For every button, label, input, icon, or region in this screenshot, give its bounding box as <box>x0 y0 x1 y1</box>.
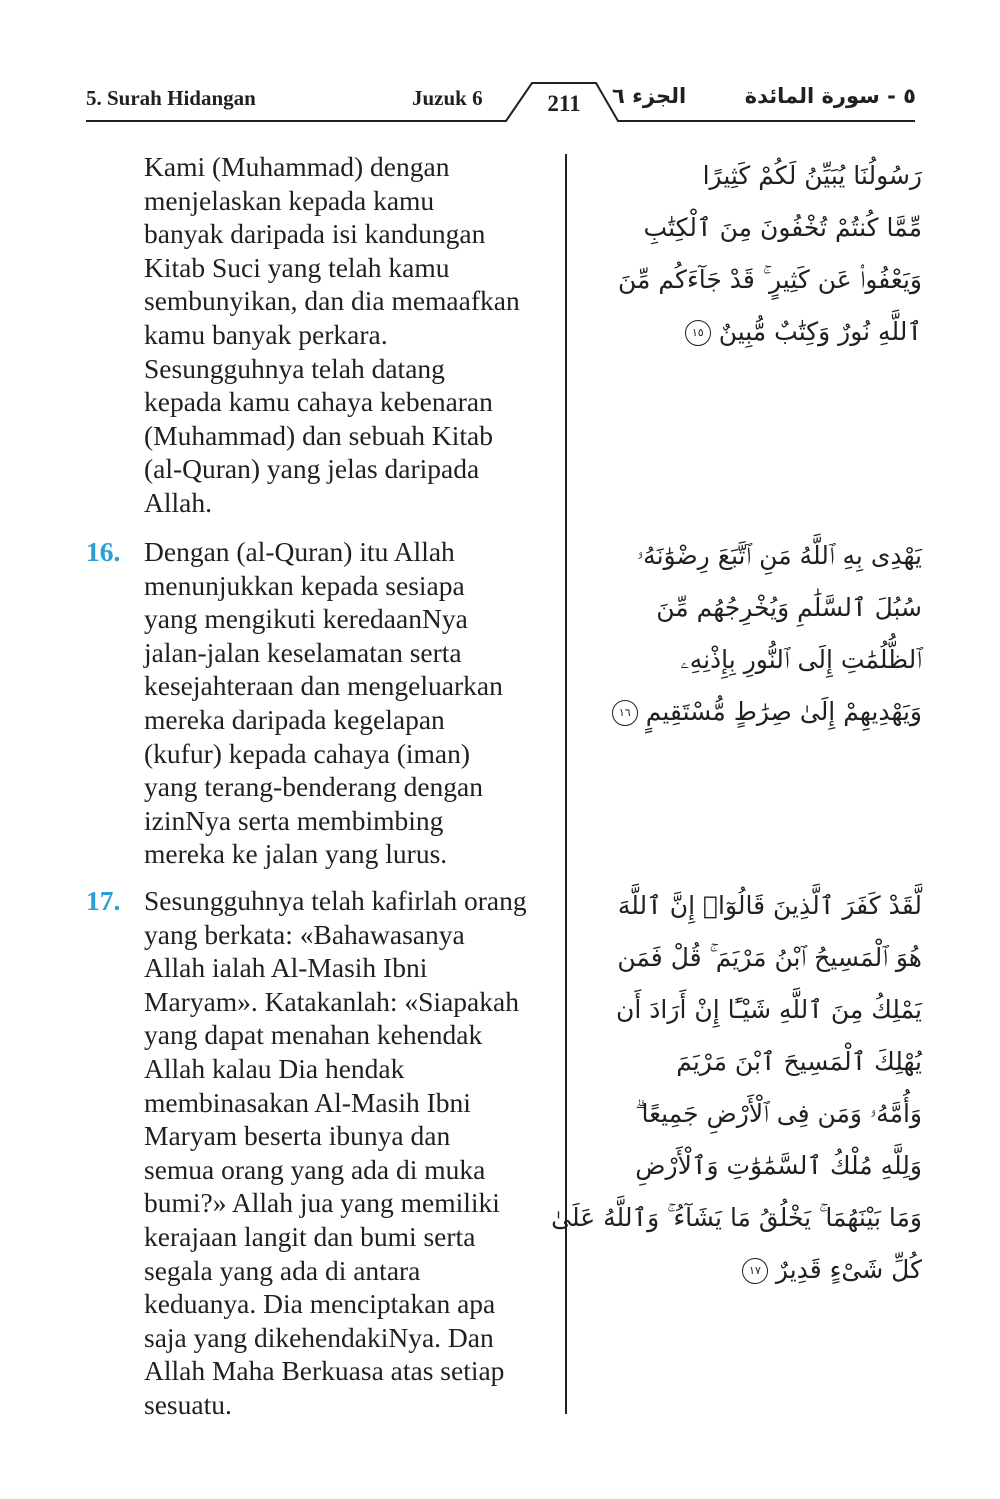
translation-line: Allah. <box>144 486 212 518</box>
page-number: 211 <box>547 91 581 116</box>
translation-line: sembunyikan, dan dia memaafkan <box>144 285 520 317</box>
arabic-line <box>582 582 922 634</box>
translation-line: Sesungguhnya telah datang <box>144 352 445 384</box>
translation-line: kepada kamu cahaya kebenaran <box>144 386 493 418</box>
translation-line: jalan-jalan keselamatan serta <box>144 636 462 668</box>
translation-line: Allah ialah Al-Masih Ibni <box>144 952 428 984</box>
arabic-line <box>551 1192 922 1244</box>
arabic-line <box>582 634 922 686</box>
verse-number: 17. <box>86 885 121 916</box>
translation-line: menjelaskan kepada kamu <box>144 184 435 216</box>
arabic-verse-16 <box>582 530 922 738</box>
arabic-line <box>582 932 922 984</box>
arabic-text <box>582 530 922 738</box>
translation-line: sesuatu. <box>144 1388 232 1420</box>
translation-line: saja yang dikehendakiNya. Dan <box>144 1321 494 1353</box>
juz-label: Juzuk 6 <box>412 86 483 110</box>
translation-line: segala yang ada di antara <box>144 1254 421 1286</box>
arabic-line-text: وَيَهْدِيهِمْ إِلَىٰ صِرَٰطٍ مُّسْتَقِيمٍ <box>645 697 922 726</box>
arabic-line-text: يَمْلِكُ مِنَ ٱللَّهِ شَيْـًٔا إِنْ أَرَادَ أَن <box>616 995 922 1024</box>
arabic-line <box>582 150 922 202</box>
arabic-line-text: وَلِلَّهِ مُلْكُ ٱلسَّمَٰوَٰتِ وَٱلْأَرْضِ <box>635 1151 922 1180</box>
translation-line: yang mengikuti keredaanNya <box>144 603 468 635</box>
translation-verse-16 <box>86 535 561 871</box>
translation-line: menunjukkan kepada sesiapa <box>144 569 465 601</box>
translation-line: bumi?» Allah jua yang memiliki <box>144 1187 500 1219</box>
arabic-line-text: يَهْدِى بِهِ ٱللَّهُ مَنِ ٱتَّبَعَ رِضْوَٰنَهُۥ <box>636 541 922 570</box>
arabic-line-text: مِّمَّا كُنتُمْ تُخْفُونَ مِنَ ٱلْكِتَٰبِ <box>643 213 922 242</box>
ayah-end-marker: ١٧ <box>742 1258 768 1284</box>
translation-line: izinNya serta membimbing <box>144 804 444 836</box>
translation-line: Kami (Muhammad) dengan <box>144 151 450 182</box>
arabic-line-text: ٱللَّهِ نُورٌ وَكِتَٰبٌ مُّبِينٌ <box>718 317 922 346</box>
translation-line: kamu banyak perkara. <box>144 318 388 350</box>
translation-line: semua orang yang ada di muka <box>144 1153 486 1185</box>
arabic-line <box>582 880 922 932</box>
translation-text <box>144 150 561 520</box>
arabic-text <box>551 880 922 1296</box>
translation-line: yang terang-benderang dengan <box>144 771 484 803</box>
arabic-line-text: كُلِّ شَىْءٍ قَدِيرٌ <box>775 1255 922 1284</box>
arabic-verse-17 <box>551 880 922 1296</box>
translation-line: keduanya. Dia menciptakan apa <box>144 1288 496 1320</box>
header-rule <box>0 0 1000 140</box>
arabic-line-text: ٱلظُّلُمَٰتِ إِلَى ٱلنُّورِ بِإِذْنِهِۦ <box>680 645 922 674</box>
arabic-line-text: رَسُولُنَا يُبَيِّنُ لَكُمْ كَثِيرًا <box>702 161 922 190</box>
translation-line: kesejahteraan dan mengeluarkan <box>144 670 503 702</box>
translation-line: Sesungguhnya telah kafirlah orang <box>144 885 527 916</box>
arabic-line <box>582 1140 922 1192</box>
translation-line: Allah kalau Dia hendak <box>144 1052 405 1084</box>
translation-line: mereka ke jalan yang lurus. <box>144 838 448 870</box>
arabic-line <box>582 984 922 1036</box>
translation-line: yang berkata: «Bahawasanya <box>144 918 465 950</box>
arabic-line-text: سُبُلَ ٱلسَّلَٰمِ وَيُخْرِجُهُم مِّنَ <box>656 593 922 622</box>
translation-line: membinasakan Al-Masih Ibni <box>144 1086 471 1118</box>
arabic-line-text: هُوَ ٱلْمَسِيحُ ٱبْنُ مَرْيَمَ ۚ قُلْ فَمَن <box>617 943 922 972</box>
arabic-line <box>582 686 922 738</box>
surah-title-arabic: ٥ - سورة المائدة <box>744 84 916 108</box>
verse-number: 16. <box>86 536 121 567</box>
arabic-line <box>582 530 922 582</box>
arabic-line <box>582 306 922 358</box>
translation-line: Allah Maha Berkuasa atas setiap <box>144 1355 505 1387</box>
translation-verse-15 <box>86 150 561 520</box>
translation-verse-17 <box>86 884 561 1422</box>
translation-line: (al-Quran) yang jelas daripada <box>144 453 480 485</box>
ayah-end-marker: ١٦ <box>612 700 638 726</box>
arabic-line-text: وَيَعْفُوا۟ عَن كَثِيرٍ ۚ قَدْ جَآءَكُم مِّنَ <box>618 265 922 294</box>
arabic-line <box>582 202 922 254</box>
translation-line: mereka daripada kegelapan <box>144 703 445 735</box>
arabic-line-text: لَّقَدْ كَفَرَ ٱلَّذِينَ قَالُوٓا۟ إِنَّ ٱللَّهَ <box>617 891 922 920</box>
arabic-line-text: وَمَا بَيْنَهُمَا ۚ يَخْلُقُ مَا يَشَآءُ ۚ وَٱللَّهُ عَلَىٰ <box>551 1203 922 1232</box>
arabic-line <box>582 1036 922 1088</box>
translation-line: Kitab Suci yang telah kamu <box>144 251 450 283</box>
translation-line: (Muhammad) dan sebuah Kitab <box>144 419 494 451</box>
translation-line: Maryam beserta ibunya dan <box>144 1120 451 1152</box>
juz-label-arabic: الجزء ٦ <box>612 84 687 108</box>
arabic-line <box>582 1244 922 1296</box>
surah-title-latin: 5. Surah Hidangan <box>86 86 256 110</box>
translation-line: banyak daripada isi kandungan <box>144 218 486 250</box>
arabic-line <box>582 254 922 306</box>
translation-text <box>144 535 561 871</box>
arabic-line-text: وَأُمَّهُۥ وَمَن فِى ٱلْأَرْضِ جَمِيعًا ۗ <box>635 1099 922 1128</box>
translation-line: yang dapat menahan kehendak <box>144 1019 483 1051</box>
translation-line: Dengan (al-Quran) itu Allah <box>144 536 455 567</box>
translation-line: (kufur) kepada cahaya (iman) <box>144 737 470 769</box>
translation-text <box>144 884 561 1422</box>
translation-line: kerajaan langit dan bumi serta <box>144 1220 476 1252</box>
translation-line: Maryam». Katakanlah: «Siapakah <box>144 985 519 1017</box>
arabic-text <box>582 150 922 358</box>
ayah-end-marker: ١٥ <box>685 320 711 346</box>
arabic-line <box>582 1088 922 1140</box>
arabic-verse-15 <box>582 150 922 358</box>
arabic-line-text: يُهْلِكَ ٱلْمَسِيحَ ٱبْنَ مَرْيَمَ <box>676 1047 922 1076</box>
